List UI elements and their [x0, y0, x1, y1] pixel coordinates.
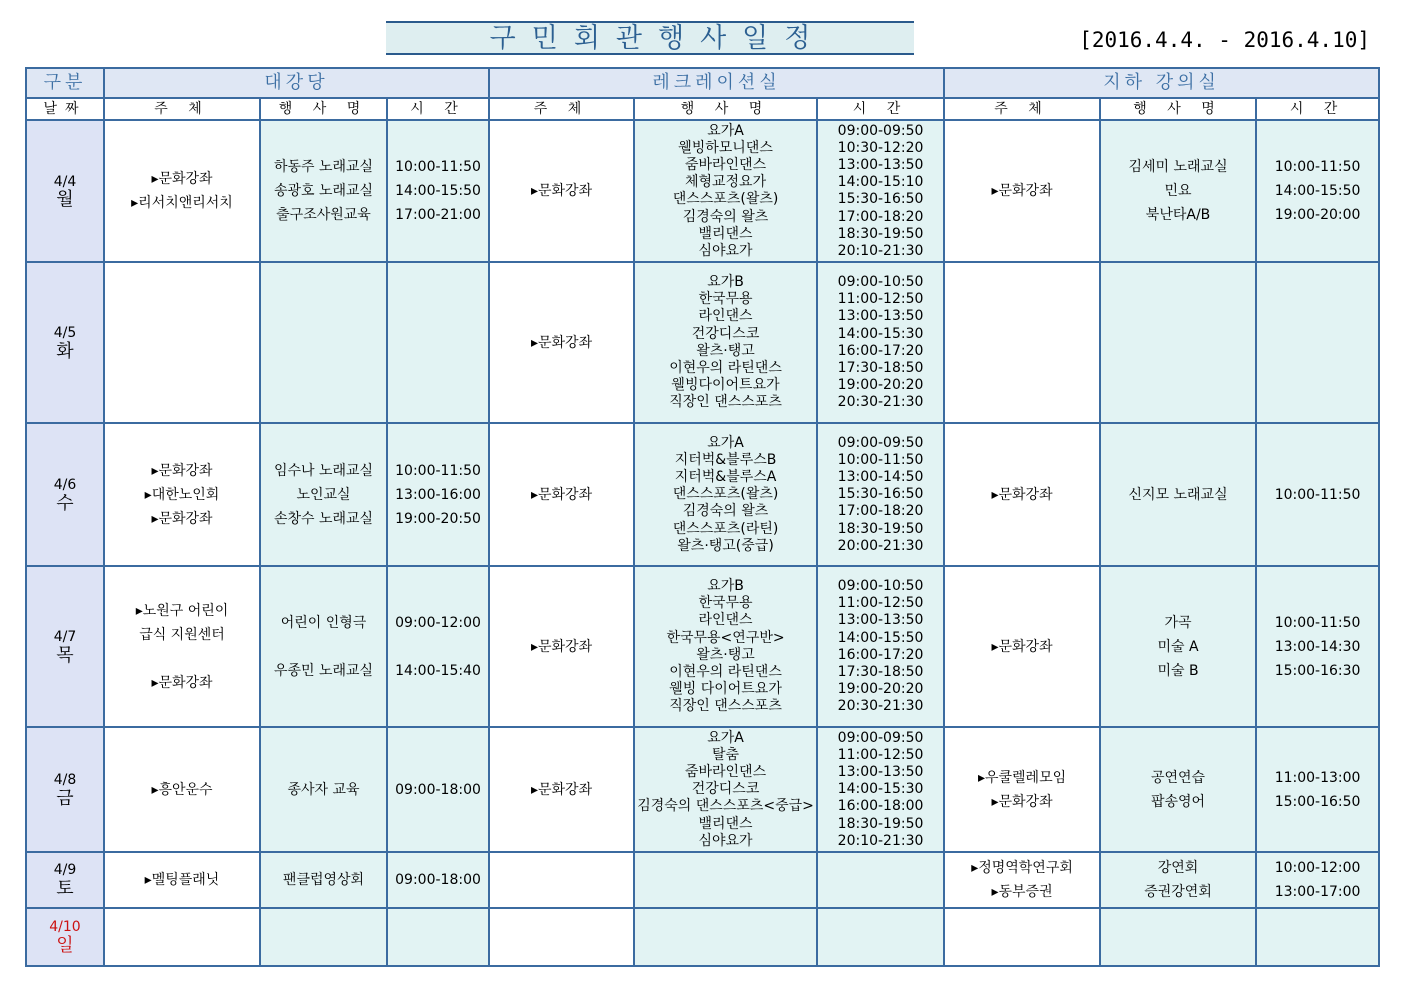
day-of-week: 월 — [56, 189, 74, 211]
rec-event-line: 밸리댄스 — [698, 815, 753, 832]
rec-host-cell — [489, 908, 634, 966]
schedule-row — [26, 423, 1379, 566]
hall-event-line: 송광호 노래교실 — [273, 183, 374, 200]
base-time-cell — [1256, 423, 1379, 566]
rec-event-cell — [634, 120, 817, 262]
date-cell — [26, 908, 104, 966]
rec-time-line: 14:00-15:30 — [837, 325, 924, 342]
rec-time-line: 10:30-12:20 — [837, 139, 924, 156]
rec-event-line: 댄스스포츠(왈츠) — [672, 191, 779, 208]
rec-time-line: 20:30-21:30 — [837, 394, 924, 411]
base-time-cell — [1256, 262, 1379, 423]
hall-time-cell — [387, 262, 489, 423]
base-host-col-header: 주 체 — [944, 98, 1100, 120]
rec-event-line: 왈츠·탱고 — [696, 342, 755, 359]
rec-time-line: 14:00-15:30 — [837, 781, 924, 798]
hall-time-line: 13:00-16:00 — [395, 486, 481, 503]
hall-time-line: 19:00-20:50 — [395, 510, 481, 527]
hall-host-line: ▸리서치앤리서치 — [131, 195, 233, 212]
hall-host-cell — [104, 727, 260, 852]
rec-time-line: 20:10-21:30 — [837, 832, 924, 849]
hall-host-line: ▸문화강좌 — [151, 462, 213, 479]
base-event-line: 미술 B — [1157, 662, 1199, 679]
rec-time-line: 13:00-14:50 — [837, 469, 924, 486]
hall-host-line: ▸흥안운수 — [151, 781, 213, 798]
rec-event-line: 요가B — [707, 274, 744, 290]
hall-host-line: ▸문화강좌 — [151, 674, 213, 691]
base-host-cell — [944, 262, 1100, 423]
date-text: 4/8 — [53, 772, 77, 789]
rec-time-line: 13:00-13:50 — [837, 156, 924, 173]
hall-time-line: 17:00-21:00 — [395, 207, 481, 224]
rec-event-cell — [634, 262, 817, 423]
base-time-line: 10:00-11:50 — [1274, 614, 1361, 631]
day-of-week: 금 — [56, 787, 74, 809]
header-row-sections — [26, 68, 1379, 98]
hall-host-line: ▸대한노인회 — [144, 486, 220, 503]
base-host-cell — [944, 423, 1100, 566]
rec-host-line: ▸문화강좌 — [530, 781, 593, 798]
rec-time-cell — [817, 908, 944, 966]
base-time-line: 10:00-11:50 — [1274, 486, 1361, 503]
rec-event-line: 웰빙 다이어트요가 — [669, 681, 782, 698]
base-event-cell — [1100, 120, 1256, 262]
rec-time-line: 14:00-15:10 — [837, 174, 924, 191]
date-text: 4/4 — [53, 173, 77, 190]
rec-event-cell — [634, 852, 817, 907]
base-event-line: 민요 — [1164, 183, 1192, 200]
rec-event-line: 라인댄스 — [698, 308, 753, 325]
hall-event-cell — [260, 566, 387, 727]
base-time-cell — [1256, 852, 1379, 907]
rec-event-cell — [634, 566, 817, 727]
hall-time-line — [388, 635, 488, 659]
date-cell — [26, 852, 104, 907]
base-host-line: ▸문화강좌 — [991, 486, 1053, 503]
rec-host-cell — [489, 852, 634, 907]
base-host-cell — [944, 120, 1100, 262]
rec-host-cell — [489, 423, 634, 566]
rec-time-line: 17:00-18:20 — [837, 208, 924, 225]
rec-time-line: 19:00-20:20 — [837, 377, 924, 394]
rec-time-line: 18:30-19:50 — [837, 520, 924, 537]
base-host-line: ▸문화강좌 — [991, 638, 1053, 655]
rec-event-line: 탈춤 — [712, 746, 740, 763]
schedule-row — [26, 727, 1379, 852]
rec-time-line: 16:00-18:00 — [837, 798, 924, 815]
base-event-line: 북난타A/B — [1145, 207, 1211, 224]
base-event-line: 증권강연회 — [1144, 883, 1212, 900]
rec-time-line: 20:30-21:30 — [837, 698, 924, 715]
rec-event-line: 댄스스포츠(라틴) — [672, 520, 779, 537]
schedule-table — [25, 67, 1380, 967]
schedule-row — [26, 908, 1379, 966]
hall-time-line: 10:00-11:50 — [395, 462, 481, 479]
rec-event-line: 심야요가 — [698, 832, 753, 849]
base-time-col-header: 시 간 — [1256, 98, 1379, 120]
hall-event-cell — [260, 120, 387, 262]
day-of-week: 수 — [56, 492, 74, 514]
rec-time-line: 15:30-16:50 — [837, 191, 924, 208]
rec-event-line: 김경숙의 왈츠 — [682, 503, 769, 520]
recreation-header: 레크레이션실 — [489, 68, 944, 98]
rec-host-cell — [489, 727, 634, 852]
hall-host-cell — [104, 423, 260, 566]
rec-time-line: 18:30-19:50 — [837, 225, 924, 242]
day-of-week: 토 — [56, 877, 74, 899]
rec-time-line: 17:30-18:50 — [837, 664, 924, 681]
hall-event-cell — [260, 423, 387, 566]
hall-event-col-header: 행 사 명 — [260, 98, 387, 120]
rec-time-line: 20:00-21:30 — [837, 537, 924, 554]
schedule-body — [26, 120, 1379, 966]
rec-event-line: 밸리댄스 — [698, 225, 753, 242]
base-time-line: 11:00-13:00 — [1274, 769, 1361, 786]
date-cell — [26, 262, 104, 423]
rec-time-line: 14:00-15:50 — [837, 629, 924, 646]
title-box — [386, 21, 914, 55]
hall-event-line: 출구조사원교육 — [276, 207, 371, 224]
hall-header: 대강당 — [104, 68, 489, 98]
base-event-cell — [1100, 423, 1256, 566]
base-time-line: 15:00-16:30 — [1274, 662, 1361, 679]
rec-event-line: 심야요가 — [698, 242, 753, 259]
base-host-cell — [944, 908, 1100, 966]
rec-time-line: 13:00-13:50 — [837, 763, 924, 780]
day-of-week: 화 — [56, 340, 74, 362]
base-time-cell — [1256, 908, 1379, 966]
hall-time-line: 09:00-18:00 — [395, 781, 481, 798]
rec-time-line: 15:30-16:50 — [837, 486, 924, 503]
rec-time-cell — [817, 423, 944, 566]
schedule-row — [26, 262, 1379, 423]
hall-time-line: 14:00-15:40 — [395, 662, 481, 679]
base-host-line: ▸동부증권 — [991, 883, 1053, 900]
hall-event-cell — [260, 852, 387, 907]
rec-host-col-header: 주 체 — [489, 98, 634, 120]
date-cell — [26, 566, 104, 727]
base-event-line: 미술 A — [1157, 638, 1199, 655]
base-time-line: 14:00-15:50 — [1274, 183, 1361, 200]
base-host-line: ▸우쿨렐레모임 — [977, 769, 1067, 786]
hall-host-cell — [104, 566, 260, 727]
day-of-week: 목 — [56, 644, 74, 666]
hall-time-cell — [387, 908, 489, 966]
base-host-cell — [944, 566, 1100, 727]
date-cell — [26, 120, 104, 262]
rec-host-line: ▸문화강좌 — [530, 183, 593, 200]
base-event-line: 신지모 노래교실 — [1128, 486, 1228, 503]
date-text: 4/10 — [49, 919, 81, 936]
hall-host-cell — [104, 120, 260, 262]
hall-event-line: 손창수 노래교실 — [273, 510, 374, 527]
hall-time-cell — [387, 852, 489, 907]
day-of-week: 일 — [56, 934, 74, 956]
hall-event-line: 하동주 노래교실 — [273, 159, 374, 176]
hall-host-line: 급식 지원센터 — [139, 626, 225, 643]
rec-time-line: 13:00-13:50 — [837, 308, 924, 325]
rec-event-line: 요가A — [707, 434, 744, 451]
rec-host-cell — [489, 262, 634, 423]
base-host-cell — [944, 852, 1100, 907]
base-time-line: 13:00-17:00 — [1274, 883, 1361, 900]
hall-time-line: 09:00-12:00 — [395, 614, 481, 631]
rec-time-line: 09:00-09:50 — [837, 729, 924, 746]
rec-event-line: 지터벅&블루스A — [674, 469, 777, 486]
hall-time-line: 14:00-15:50 — [395, 183, 481, 200]
hall-time-line: 09:00-18:00 — [395, 871, 481, 888]
date-cell — [26, 423, 104, 566]
rec-event-line: 웰빙다이어트요가 — [671, 377, 780, 394]
hall-event-line: 종사자 교육 — [287, 781, 360, 798]
rec-host-line: ▸문화강좌 — [530, 638, 593, 655]
base-host-line: ▸문화강좌 — [991, 793, 1053, 810]
base-time-line: 19:00-20:00 — [1274, 207, 1361, 224]
rec-host-cell — [489, 566, 634, 727]
date-cell — [26, 727, 104, 852]
rec-event-cell — [634, 727, 817, 852]
hall-host-line: ▸문화강좌 — [151, 171, 213, 188]
rec-event-line: 이현우의 라틴댄스 — [669, 664, 782, 681]
rec-time-col-header: 시 간 — [817, 98, 944, 120]
rec-time-cell — [817, 852, 944, 907]
rec-time-line: 13:00-13:50 — [837, 612, 924, 629]
rec-time-line: 09:00-10:50 — [837, 274, 924, 290]
hall-event-line: 어린이 인형극 — [280, 614, 367, 631]
base-event-cell — [1100, 727, 1256, 852]
base-event-cell — [1100, 908, 1256, 966]
date-text: 4/7 — [53, 629, 77, 646]
hall-host-line: ▸문화강좌 — [151, 510, 213, 527]
hall-event-cell — [260, 727, 387, 852]
rec-time-line: 16:00-17:20 — [837, 342, 924, 359]
header-row-columns — [26, 98, 1379, 120]
rec-time-line: 17:00-18:20 — [837, 503, 924, 520]
rec-event-line: 웰빙하모니댄스 — [678, 139, 773, 156]
rec-time-line: 11:00-12:50 — [837, 595, 924, 612]
rec-event-line: 김경숙의 댄스스포츠<중급> — [637, 798, 814, 815]
date-text: 4/5 — [53, 325, 77, 342]
rec-event-line: 줌바라인댄스 — [684, 763, 767, 780]
rec-time-line: 19:00-20:20 — [837, 681, 924, 698]
rec-time-cell — [817, 262, 944, 423]
rec-event-line: 이현우의 라틴댄스 — [669, 360, 782, 377]
rec-time-line: 17:30-18:50 — [837, 360, 924, 377]
rec-event-line: 지터벅&블루스B — [674, 451, 777, 468]
rec-time-line: 10:00-11:50 — [837, 451, 924, 468]
base-time-line: 13:00-14:30 — [1274, 638, 1361, 655]
base-host-line: ▸정명역학연구회 — [971, 859, 1073, 876]
hall-event-line — [261, 635, 386, 659]
base-time-cell — [1256, 566, 1379, 727]
base-event-cell — [1100, 566, 1256, 727]
schedule-row — [26, 566, 1379, 727]
base-event-line: 가곡 — [1164, 614, 1192, 631]
rec-event-line: 김경숙의 왈츠 — [682, 208, 769, 225]
base-event-line: 강연회 — [1157, 859, 1199, 876]
base-event-cell — [1100, 852, 1256, 907]
rec-event-col-header: 행 사 명 — [634, 98, 817, 120]
base-event-line: 김세미 노래교실 — [1128, 159, 1228, 176]
rec-time-line: 09:00-09:50 — [837, 434, 924, 451]
rec-event-line: 한국무용 — [698, 291, 753, 308]
base-host-cell — [944, 727, 1100, 852]
rec-event-line: 한국무용 — [698, 595, 753, 612]
base-time-line: 10:00-11:50 — [1274, 159, 1361, 176]
page-title: 구민회관행사일정 — [489, 23, 827, 54]
hall-event-line: 임수나 노래교실 — [273, 462, 374, 479]
schedule-row — [26, 120, 1379, 262]
base-time-cell — [1256, 120, 1379, 262]
hall-time-line: 10:00-11:50 — [395, 159, 481, 176]
rec-time-cell — [817, 120, 944, 262]
hall-event-line: 우종민 노래교실 — [273, 662, 374, 679]
base-host-line: ▸문화강좌 — [991, 183, 1053, 200]
schedule-row — [26, 852, 1379, 907]
hall-host-col-header: 주 체 — [104, 98, 260, 120]
rec-event-line: 직장인 댄스스포츠 — [669, 698, 782, 715]
rec-time-line: 16:00-17:20 — [837, 646, 924, 663]
hall-time-cell — [387, 566, 489, 727]
rec-host-line: ▸문화강좌 — [530, 486, 593, 503]
rec-event-cell — [634, 423, 817, 566]
rec-time-line: 09:00-10:50 — [837, 578, 924, 595]
date-text: 4/6 — [53, 477, 77, 494]
hall-time-cell — [387, 727, 489, 852]
hall-time-cell — [387, 120, 489, 262]
hall-event-cell — [260, 262, 387, 423]
hall-host-line: ▸멜팅플래닛 — [144, 871, 220, 888]
hall-host-line — [105, 647, 259, 671]
rec-time-line: 11:00-12:50 — [837, 291, 924, 308]
date-text: 4/9 — [53, 862, 77, 879]
rec-event-line: 왈츠·탱고 — [696, 646, 755, 663]
rec-time-line: 11:00-12:50 — [837, 746, 924, 763]
hall-event-line: 노인교실 — [296, 486, 351, 503]
rec-event-cell — [634, 908, 817, 966]
base-event-line: 공연연습 — [1150, 769, 1206, 786]
hall-time-cell — [387, 423, 489, 566]
basement-header: 지하 강의실 — [944, 68, 1379, 98]
rec-event-line: 줌바라인댄스 — [684, 156, 767, 173]
rec-event-line: 라인댄스 — [698, 612, 753, 629]
rec-time-line: 18:30-19:50 — [837, 815, 924, 832]
base-time-cell — [1256, 727, 1379, 852]
date-col-header: 날짜 — [26, 98, 104, 120]
hall-host-cell — [104, 908, 260, 966]
base-time-line: 15:00-16:50 — [1274, 793, 1361, 810]
base-time-line: 10:00-12:00 — [1274, 859, 1361, 876]
rec-event-line: 건강디스코 — [691, 781, 760, 798]
rec-event-line: 한국무용<연구반> — [666, 629, 785, 646]
hall-host-cell — [104, 262, 260, 423]
base-event-col-header: 행 사 명 — [1100, 98, 1256, 120]
rec-time-cell — [817, 566, 944, 727]
hall-event-cell — [260, 908, 387, 966]
hall-host-cell — [104, 852, 260, 907]
hall-host-line: ▸노원구 어린이 — [135, 602, 229, 619]
rec-event-line: 직장인 댄스스포츠 — [669, 394, 782, 411]
rec-event-line: 요가A — [707, 122, 744, 139]
rec-time-cell — [817, 727, 944, 852]
rec-event-line: 요가A — [707, 729, 744, 746]
rec-host-cell — [489, 120, 634, 262]
rec-event-line: 체형교정요가 — [684, 174, 767, 191]
rec-event-line: 건강디스코 — [691, 325, 760, 342]
rec-event-line: 댄스스포츠(왈츠) — [672, 486, 779, 503]
hall-time-col-header: 시 간 — [387, 98, 489, 120]
hall-event-line: 팬클럽영상회 — [282, 871, 365, 888]
base-event-cell — [1100, 262, 1256, 423]
rec-time-line: 20:10-21:30 — [837, 242, 924, 259]
date-range: [2016.4.4. - 2016.4.10] — [1079, 28, 1370, 52]
base-event-line: 팝송영어 — [1150, 793, 1206, 810]
rec-event-line: 요가B — [707, 578, 744, 595]
rec-host-line: ▸문화강좌 — [530, 334, 593, 351]
rec-time-line: 09:00-09:50 — [837, 122, 924, 139]
category-header: 구분 — [26, 68, 104, 98]
rec-event-line: 왈츠·탱고(중급) — [677, 537, 774, 554]
